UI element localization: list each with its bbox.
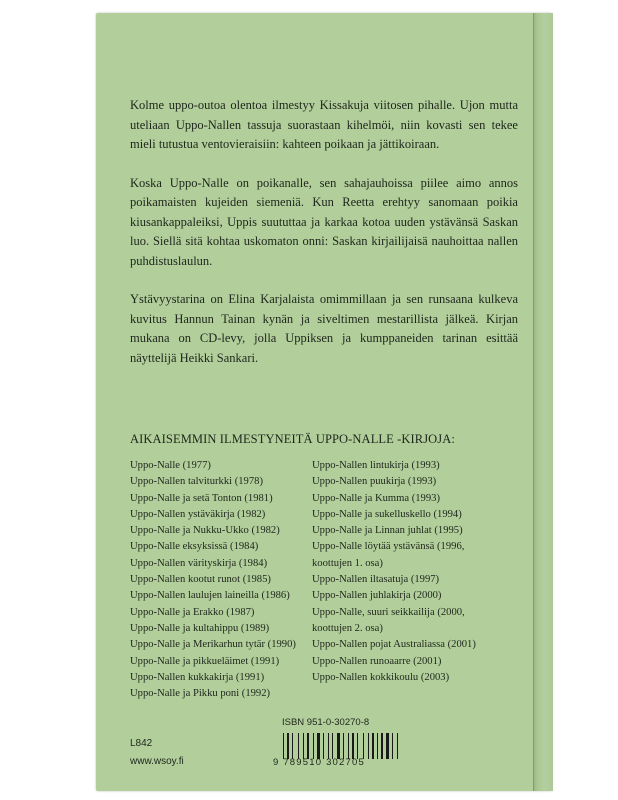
barcode: [273, 733, 413, 768]
book-title: Uppo-Nalle eksyksissä (1984): [130, 541, 259, 553]
barcode-bars: [283, 733, 413, 759]
book-title: Uppo-Nallen lintukirja (1993): [312, 460, 440, 471]
book-title: koottujen 1. osa): [312, 557, 383, 569]
book-title: Uppo-Nalle ja Pikku poni (1992): [130, 688, 271, 700]
barcode-digits: 9 789510 302705: [273, 757, 365, 768]
barcode-bar: [303, 733, 304, 759]
barcode-bar: [399, 733, 400, 759]
barcode-bar: [368, 733, 369, 759]
barcode-bar: [384, 733, 385, 759]
barcode-bar: [390, 733, 391, 759]
barcode-bar: [287, 733, 289, 759]
barcode-bar: [370, 733, 371, 759]
barcode-bar: [337, 733, 340, 759]
barcode-bar: [334, 733, 336, 759]
book-title: Uppo-Nallen kokkikoulu (2003): [312, 671, 450, 683]
book-title: Uppo-Nallen kootut runot (1985): [130, 574, 271, 586]
barcode-bar: [345, 733, 347, 759]
barcode-bar: [313, 733, 314, 759]
book-title: Uppo-Nalle ja sukelluskello (1994): [312, 508, 462, 520]
barcode-bar: [379, 733, 380, 759]
barcode-bar: [377, 733, 378, 759]
barcode-bar: [392, 733, 393, 759]
book-title: koottujen 2. osa): [312, 622, 383, 634]
barcode-bar: [315, 733, 316, 759]
isbn-label: ISBN 951-0-30270-8: [282, 717, 370, 728]
blurb-paragraph-3: Ystävyystarina on Elina Karjalaista omimmillaan ja sen runsaana kulkeva kuvitus Hannun Tainan kynän ja siveltimen mestarillista jälkeä. Kirjan mukana on CD-levy, jolla Uppiksen ja kumppaneiden tarinan esittää näyttelijä Heikki Sankari.: [130, 292, 518, 365]
book-title: Uppo-Nallen ystäväkirja (1982): [130, 508, 266, 520]
barcode-bar: [294, 733, 297, 759]
book-title: Uppo-Nallen runoaarre (2001): [312, 655, 442, 667]
book-title: Uppo-Nalle ja Merikarhun tytär (1990): [130, 639, 296, 651]
book-title: Uppo-Nallen iltasatuja (1997): [312, 574, 440, 586]
barcode-bar: [372, 733, 374, 759]
barcode-bar: [332, 733, 333, 759]
book-title: Uppo-Nalle ja kultahippu (1989): [130, 622, 270, 634]
barcode-bar: [298, 733, 299, 759]
barcode-bar: [292, 733, 293, 759]
barcode-bar: [283, 733, 284, 759]
barcode-bar: [386, 733, 389, 759]
barcode-bar: [325, 733, 327, 759]
book-title: Uppo-Nalle ja setä Tonton (1981): [130, 492, 273, 504]
barcode-bar: [352, 733, 354, 759]
barcode-bar: [285, 733, 286, 759]
book-title: Uppo-Nalle, suuri seikkailija (2000,: [312, 606, 465, 618]
book-title: Uppo-Nalle löytää ystävänsä (1996,: [312, 541, 465, 553]
previous-books-heading: AIKAISEMMIN ILMESTYNEITÄ UPPO-NALLE -KIRJOJA:: [130, 432, 455, 446]
barcode-bar: [328, 733, 329, 759]
barcode-bar: [375, 733, 376, 759]
books-list-right: [312, 458, 512, 686]
barcode-bar: [355, 733, 356, 759]
barcode-bar: [350, 733, 351, 759]
book-title: Uppo-Nalle (1977): [130, 460, 211, 471]
barcode-bar: [343, 733, 344, 759]
book-title: Uppo-Nalle ja Kumma (1993): [312, 492, 440, 504]
barcode-bar: [317, 733, 320, 759]
barcode-bar: [307, 733, 309, 759]
book-spine-edge: [533, 13, 553, 791]
product-code: L842: [130, 738, 153, 749]
blurb-paragraph-2: Koska Uppo-Nalle on poikanalle, sen sahajauhoissa piilee aimo annos poikamaisten kujeiden siemeniä. Kun Reetta erehtyy sanomaan poikia kiusankappaleiksi, Uppis suututtaa ja karkaa kotoa uuden ystävänsä Saskan luo. Siellä sitä kohtaa uskomaton onni: Saskan kirjailijaisä nauhoittaa nallen puhdistuslaulun.: [130, 175, 518, 268]
book-title: Uppo-Nallen kukkakirja (1991): [130, 671, 265, 683]
barcode-bar: [363, 733, 364, 759]
barcode-bar: [394, 733, 396, 759]
book-title: Uppo-Nallen värityskirja (1984): [130, 557, 268, 569]
barcode-bar: [381, 733, 383, 759]
book-title: Uppo-Nallen laulujen laineilla (1986): [130, 590, 290, 602]
barcode-bar: [397, 733, 398, 759]
barcode-bar: [357, 733, 358, 759]
barcode-bar: [321, 733, 322, 759]
blurb-paragraph-1: Kolme uppo-outoa olentoa ilmestyy Kissakuja viitosen pihalle. Ujon mutta uteliaan Uppo-Nallen tassuja suorastaan kihelmöi, niin kovasti sen tekee mieli tutustua ventovieraisiin: kahteen poikaan ja jättikoiraan.: [130, 98, 518, 151]
barcode-bar: [323, 733, 324, 759]
barcode-bar: [290, 733, 291, 759]
book-title: Uppo-Nalle ja Linnan juhlat (1995): [312, 525, 463, 537]
book-title: Uppo-Nallen puukirja (1993): [312, 476, 437, 488]
barcode-bar: [365, 733, 367, 759]
publisher-website: www.wsoy.fi: [130, 756, 184, 767]
book-title: Uppo-Nallen juhlakirja (2000): [312, 590, 442, 602]
barcode-bar: [348, 733, 349, 759]
blurb-text: [130, 96, 518, 368]
barcode-bar: [305, 733, 306, 759]
book-title: Uppo-Nalle ja Erakko (1987): [130, 606, 255, 618]
barcode-bar: [341, 733, 342, 759]
books-list-left: [130, 458, 316, 702]
barcode-bar: [300, 733, 302, 759]
book-title: Uppo-Nalle ja pikkueläimet (1991): [130, 655, 280, 667]
book-title: Uppo-Nallen talviturkki (1978): [130, 476, 263, 488]
barcode-bar: [310, 733, 312, 759]
book-title: Uppo-Nalle ja Nukku-Ukko (1982): [130, 525, 280, 537]
barcode-bar: [330, 733, 331, 759]
barcode-bar: [359, 733, 362, 759]
book-title: Uppo-Nallen pojat Australiassa (2001): [312, 639, 476, 651]
